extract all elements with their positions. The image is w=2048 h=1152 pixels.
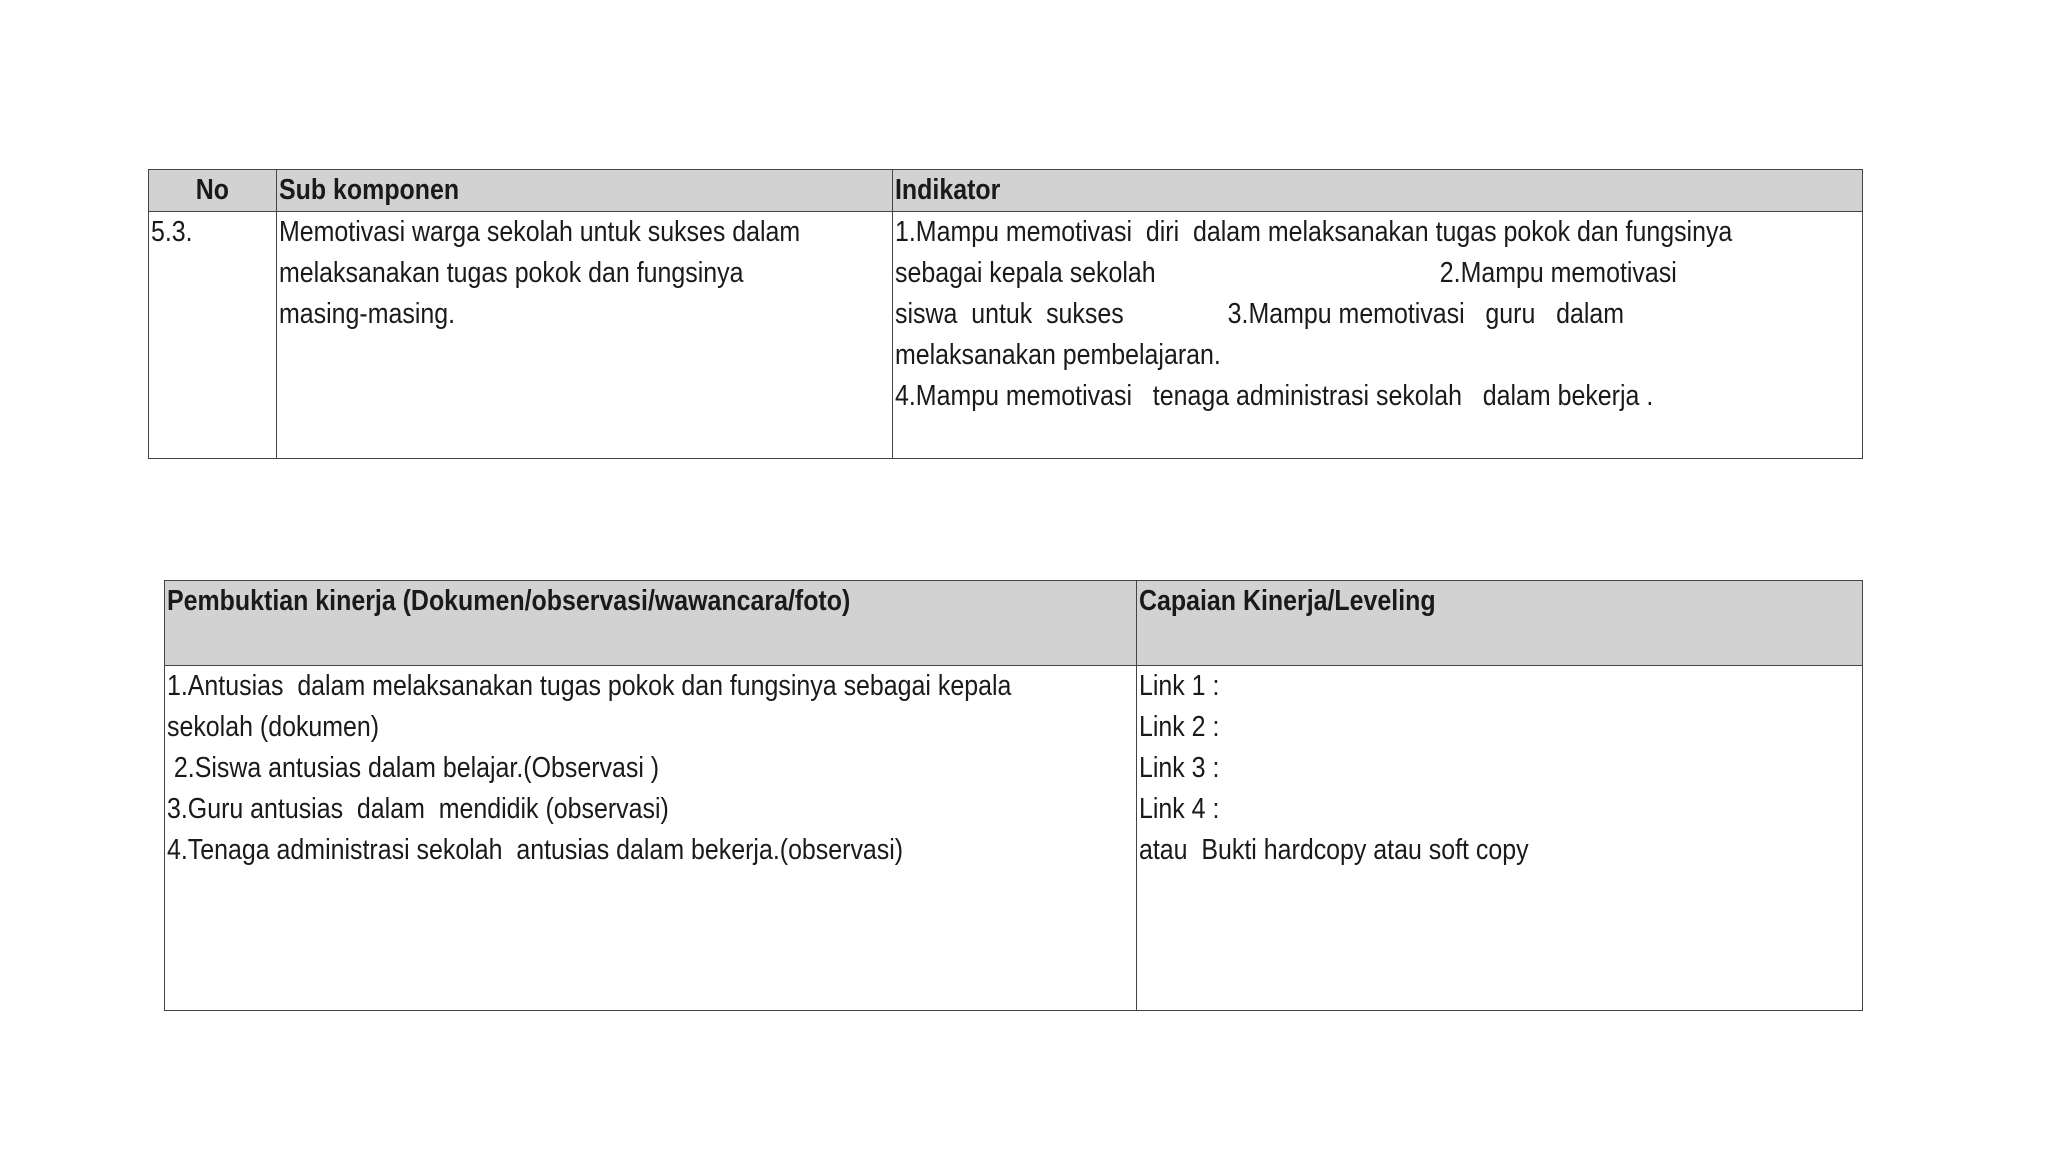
indikator-line: siswa untuk sukses 3.Mampu memotivasi guru dalam bbox=[895, 298, 1625, 330]
cell-indikator bbox=[893, 212, 1863, 459]
capaian-line: Link 3 : bbox=[1139, 752, 1220, 784]
indikator-line: sebagai kepala sekolah 2.Mampu memotivasi bbox=[895, 257, 1677, 289]
pembuktian-line: 4.Tenaga administrasi sekolah antusias dalam bekerja.(observasi) bbox=[167, 834, 904, 866]
capaian-line: Link 1 : bbox=[1139, 670, 1220, 702]
header-indikator: Indikator bbox=[893, 170, 1863, 212]
capaian-line: Link 4 : bbox=[1139, 793, 1220, 825]
header-capaian: Capaian Kinerja/Leveling bbox=[1137, 581, 1863, 666]
cell-capaian bbox=[1137, 666, 1863, 1011]
header-sub-komponen: Sub komponen bbox=[277, 170, 893, 212]
table-header-row bbox=[165, 581, 1863, 666]
header-no: No bbox=[149, 170, 277, 212]
table-row bbox=[165, 666, 1863, 1011]
sub-komponen-line: melaksanakan tugas pokok dan fungsinya bbox=[279, 257, 744, 289]
table-header-row bbox=[149, 170, 1863, 212]
indikator-line: 4.Mampu memotivasi tenaga administrasi sekolah dalam bekerja . bbox=[895, 380, 1654, 412]
cell-no: 5.3. bbox=[149, 212, 277, 459]
pembuktian-table bbox=[164, 580, 1863, 1011]
capaian-line: Link 2 : bbox=[1139, 711, 1220, 743]
header-pembuktian: Pembuktian kinerja (Dokumen/observasi/wawancara/foto) bbox=[165, 581, 1137, 666]
sub-komponen-line: masing-masing. bbox=[279, 298, 456, 330]
table-row bbox=[149, 212, 1863, 459]
pembuktian-line: 2.Siswa antusias dalam belajar.(Observasi ) bbox=[167, 752, 660, 784]
pembuktian-line: 1.Antusias dalam melaksanakan tugas pokok dan fungsinya sebagai kepala bbox=[167, 670, 1012, 702]
cell-pembuktian bbox=[165, 666, 1137, 1011]
pembuktian-line: sekolah (dokumen) bbox=[167, 711, 380, 743]
sub-komponen-line: Memotivasi warga sekolah untuk sukses dalam bbox=[279, 216, 801, 248]
capaian-line: atau Bukti hardcopy atau soft copy bbox=[1139, 834, 1529, 866]
indikator-line: melaksanakan pembelajaran. bbox=[895, 339, 1221, 371]
cell-sub-komponen bbox=[277, 212, 893, 459]
indikator-line: 1.Mampu memotivasi diri dalam melaksanakan tugas pokok dan fungsinya bbox=[895, 216, 1733, 248]
pembuktian-line: 3.Guru antusias dalam mendidik (observasi) bbox=[167, 793, 669, 825]
sub-komponen-table bbox=[148, 169, 1863, 459]
